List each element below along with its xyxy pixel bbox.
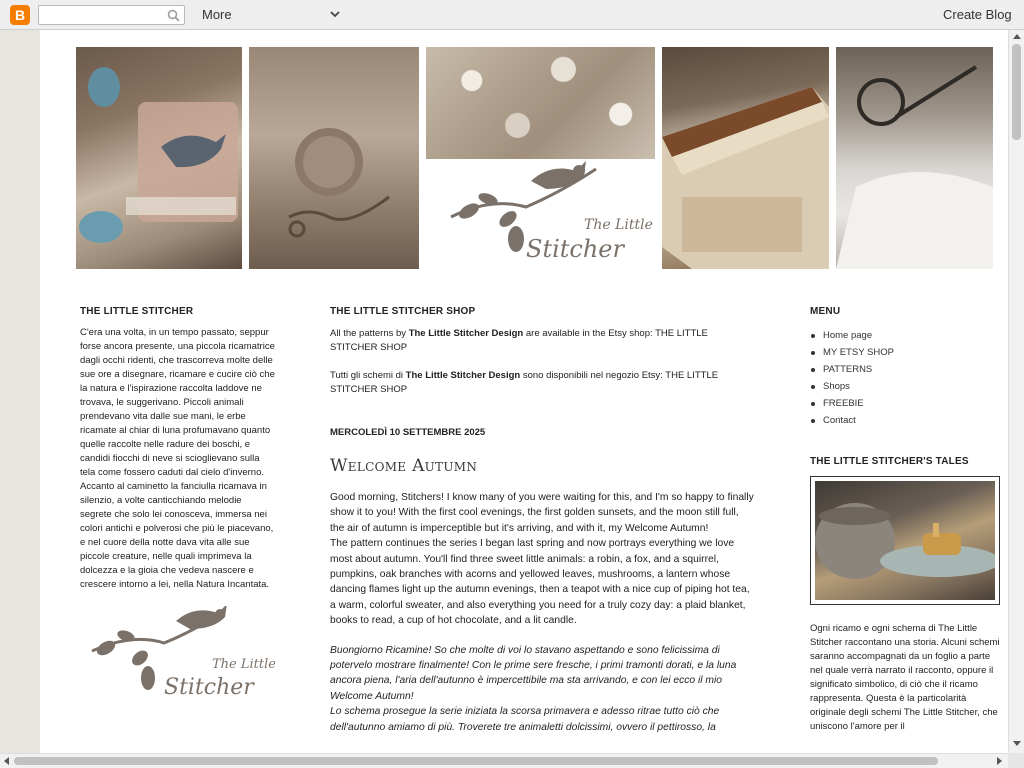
search-input[interactable] <box>38 5 185 25</box>
header-photo-scissors-lace <box>836 47 993 269</box>
widget-title-shop: THE LITTLE STITCHER SHOP <box>330 306 476 317</box>
shop-name-link-en[interactable]: The Little Stitcher Design <box>408 328 524 339</box>
tales-text: Ogni ricamo e ogni schema di The Little Stitcher raccontano una storia. Alcuni schemi saranno accompagnati da un foglio a parte nel quale verrà narrato il racconto, oppure il significato simbolico, di ciò che il ricamo rappresenta. Questa è la particolarità originale degli schemi The Little Stitcher, che uniscono l'amore per il <box>810 623 1000 732</box>
menu-item-etsy-shop[interactable]: MY ETSY SHOP <box>810 344 1002 361</box>
sidebar-logo <box>80 606 275 706</box>
post-paragraph-3: Buongiorno Ricamine! So che molte di voi lo stavano aspettando e sono felicissima di potervelo mostrare finalmente! Con le prime sere fresche, i primi tramonti dorati, e la luna ancora piena, l'aria dell'autunno è impercettibile ma sta arrivando, e con lei ecco il mio Welcome Autumn! <box>330 644 737 702</box>
post-paragraph-4: Lo schema prosegue la serie iniziata la scorsa primavera e adesso ritrae tutto ciò che dell'autunno amiamo di più. Troverete tre animaletti dolcissimi, ovvero il pettirosso, la <box>330 706 720 733</box>
little-stitcher-logo <box>426 159 655 269</box>
menu-list <box>810 327 1002 429</box>
header-photo-pompom-scissors <box>249 47 419 269</box>
sidebar-logo-text-line2: Stitcher <box>164 675 254 700</box>
scroll-down-icon[interactable] <box>1013 741 1021 746</box>
horizontal-scroll-thumb[interactable] <box>14 757 938 765</box>
shop-text-en <box>330 327 755 355</box>
menu-item-home[interactable]: Home page <box>810 327 1002 344</box>
shop-text-en-pre: All the patterns by <box>330 328 409 339</box>
shop-text-it <box>330 369 755 397</box>
shop-text-it-post: sono disponibili nel negozio Etsy: THE LITTLE STITCHER SHOP <box>330 370 719 395</box>
sidebar-left <box>80 306 275 711</box>
more-menu-label[interactable]: More <box>202 7 232 22</box>
blogger-navbar <box>0 0 1024 30</box>
horizontal-scrollbar[interactable] <box>0 753 1008 768</box>
menu-item-freebie[interactable]: FREEBIE <box>810 395 1002 412</box>
about-text: C'era una volta, in un tempo passato, seppur forse ancora presente, una piccola ricamatrice dagli occhi ridenti, che trascorreva molte delle sue ore a disegnare, ricamare e cucire ciò che la natura e l'ispirazione raccolta laddove ne trovava, le suggerivano. Piccoli animali prendevano vita dalle sue mani, le erbe ricamate al chiar di luna profumavano quanto quelle raccolte nelle radure dei boschi, e candidi fiocchi di neve si scioglievano sulla tela come fossero caduti dal cielo d'inverno. Accanto al caminetto la fanciulla ricamava in silenzio, a volte canticchiando melodie segrete che solo lei conosceva, immersa nei colori antichi e polverosi che più le piacevano, e nel cuore della notte dava vita alle sue piccole creature, nelle quali imprimeva la dolcezza e la gioia che vedeva nascere e crescere intorno a lei, nella Natura Incantata. <box>80 327 275 590</box>
scrollbar-corner <box>1008 753 1024 768</box>
widget-title-about: THE LITTLE STITCHER <box>80 306 194 317</box>
post-date: MERCOLEDÌ 10 SETTEMBRE 2025 <box>330 427 486 438</box>
scroll-up-icon[interactable] <box>1013 34 1021 39</box>
header-photo-pincushion <box>76 47 242 269</box>
widget-title-menu: MENU <box>810 306 841 317</box>
sidebar-right <box>810 306 1002 734</box>
logo-text-line1: The Little <box>584 217 653 233</box>
search-icon[interactable] <box>167 9 180 22</box>
post-paragraph-2: The pattern continues the series I began last spring and now portrays everything we love most about autumn. You'll find three sweet little animals: a robin, a fox, and a squirrel, pumpkins, oak branches with acorns and yellowed leaves, mushrooms, a lantern whose dancing flames light up the autumn evenings, then a teapot with a nice cup of piping hot tea, a warm, colorful sweater, and also everything you need for a truly cozy day: a plaid blanket, books to read, a cup of hot chocolate, and a lit candle. <box>330 538 750 627</box>
shop-text-it-pre: Tutti gli schemi di <box>330 370 406 381</box>
post-title[interactable]: Welcome Autumn <box>330 456 478 476</box>
sidebar-logo-text-line1: The Little <box>212 657 275 672</box>
scroll-left-icon[interactable] <box>4 757 9 765</box>
post-paragraph-1: Good morning, Stitchers! I know many of you were waiting for this, and I'm so happy to finally show it to you! With the first cool evenings, the first golden sunsets, and the moon still full, the air of autumn is imperceptible but it's arriving, and with it, my Welcome Autumn! <box>330 492 754 534</box>
shop-name-link-it[interactable]: The Little Stitcher Design <box>405 370 521 381</box>
menu-item-shops[interactable]: Shops <box>810 378 1002 395</box>
mother-of-pearl-buttons <box>426 47 655 159</box>
logo-text-line2: Stitcher <box>526 235 624 263</box>
vertical-scrollbar[interactable] <box>1008 30 1024 753</box>
page-margin <box>0 30 40 753</box>
main-column <box>330 306 755 735</box>
scroll-right-icon[interactable] <box>997 757 1002 765</box>
widget-title-tales: THE LITTLE STITCHER'S TALES <box>810 456 969 467</box>
blog-page <box>40 30 1008 753</box>
create-blog-link[interactable]: Create Blog <box>943 7 1012 22</box>
menu-item-patterns[interactable]: PATTERNS <box>810 361 1002 378</box>
blogger-logo-icon[interactable]: B <box>10 5 30 25</box>
header-photo-buttons-logo <box>426 47 655 269</box>
menu-item-contact[interactable]: Contact <box>810 412 1002 429</box>
header-photo-wizard-of-oz-sampler <box>662 47 829 269</box>
tales-image-honey-tea[interactable] <box>810 476 1000 605</box>
chevron-down-icon[interactable] <box>329 8 341 20</box>
vertical-scroll-thumb[interactable] <box>1012 44 1021 140</box>
shop-text-en-post: are available in the Etsy shop: THE LITTLE STITCHER SHOP <box>330 328 708 353</box>
